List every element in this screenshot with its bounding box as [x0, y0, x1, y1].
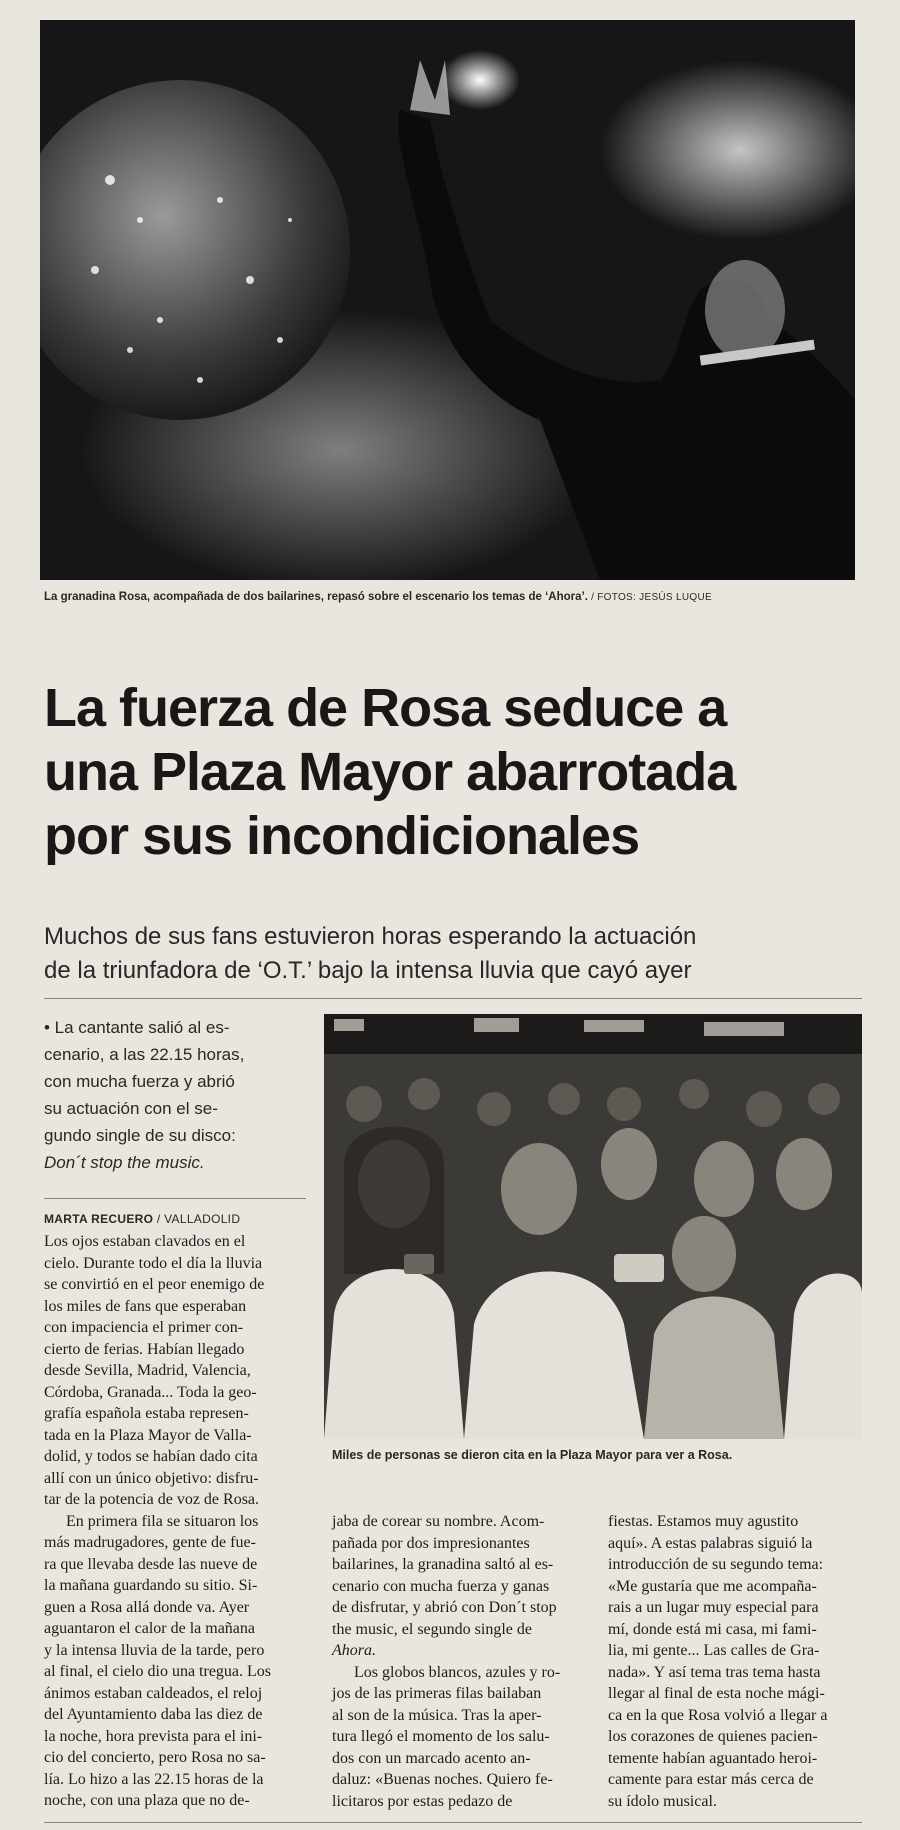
subheadline-line: de la triunfadora de ‘O.T.’ bajo la intensa lluvia que cayó ayer	[44, 957, 692, 984]
text-line: la mañana guardando su sitio. Si-	[44, 1577, 258, 1594]
text-line: Los ojos estaban clavados en el	[44, 1233, 246, 1250]
text-line: licitaros por estas pedazo de	[332, 1792, 513, 1810]
text-line: tada en la Plaza Mayor de Valla-	[44, 1426, 252, 1444]
text-line: grafía española estaba represen-	[44, 1405, 249, 1422]
lead-line: su actuación con el se-	[44, 1099, 218, 1118]
headline	[44, 676, 864, 868]
article-column-3	[608, 1511, 866, 1812]
text-line: bailarines, la granadina saltó al es-	[332, 1556, 554, 1573]
crowd-photo-caption	[332, 1448, 732, 1462]
text-line: ca en la que Rosa volvió a llegar a	[608, 1706, 828, 1724]
byline	[44, 1212, 240, 1226]
text-line: Ahora.	[332, 1642, 376, 1659]
text-line: guen a Rosa allá donde va. Ayer	[44, 1598, 250, 1616]
text-line: lia, mi gente... Las calles de Gra-	[608, 1642, 820, 1659]
text-line: cio del concierto, pero Rosa no sa-	[44, 1749, 266, 1766]
crowd-photo-caption-text: Miles de personas se dieron cita en la Plaza Mayor para ver a Rosa.	[332, 1448, 733, 1462]
text-line: del Ayuntamiento daba las diez de	[44, 1706, 263, 1723]
text-line: ánimos estaban caldeados, el reloj	[44, 1684, 263, 1702]
page-bottom-rule	[44, 1822, 862, 1823]
text-line: pañada por dos impresionantes	[332, 1534, 530, 1552]
concert-photo	[40, 20, 855, 580]
text-line: tura llegó el momento de los salu-	[332, 1728, 550, 1745]
text-line: se convirtió en el peor enemigo de	[44, 1276, 265, 1293]
photo-caption	[44, 591, 712, 603]
text-line: lía. Lo hizo a las 22.15 horas de la	[44, 1770, 264, 1788]
photo-caption-text: La granadina Rosa, acompañada de dos bailarines, repasó sobre el escenario los temas de ‘Ahora’.	[44, 591, 588, 603]
text-line: jaba de corear su nombre. Acom-	[332, 1513, 545, 1530]
text-line: con impaciencia el primer con-	[44, 1319, 244, 1336]
article-column-2	[332, 1511, 594, 1812]
crowd-photo	[324, 1014, 862, 1439]
crowd-photo-illustration	[324, 1014, 862, 1439]
lead-line: con mucha fuerza y abrió	[44, 1072, 235, 1091]
text-line: al final, el cielo dio una tregua. Los	[44, 1663, 272, 1680]
concert-photo-illustration	[40, 20, 855, 580]
headline-line: una Plaza Mayor abarrotada	[44, 742, 736, 802]
lead-line: cenario, a las 22.15 horas,	[44, 1045, 245, 1064]
lead-summary	[44, 1014, 314, 1176]
text-line: rais a un lugar muy especial para	[608, 1599, 819, 1616]
section-divider	[44, 998, 862, 999]
text-line: aguantaron el calor de la mañana	[44, 1620, 255, 1637]
headline-line: La fuerza de Rosa seduce a	[44, 678, 727, 738]
text-line: noche, con una plaza que no de-	[44, 1792, 250, 1809]
text-line: «Me gustaría que me acompaña-	[608, 1577, 817, 1595]
text-line: camente para estar más cerca de	[608, 1771, 814, 1788]
text-line: y la intensa lluvia de la tarde, pero	[44, 1641, 265, 1659]
text-line: los corazones de quienes pacien-	[608, 1728, 818, 1745]
text-line: tar de la potencia de voz de Rosa.	[44, 1491, 260, 1508]
text-line: En primera fila se situaron los	[66, 1512, 259, 1530]
text-line: Córdoba, Granada... Toda la geo-	[44, 1383, 257, 1401]
text-line: introducción de su segundo tema:	[608, 1556, 824, 1573]
text-line: temente habían aguantado heroi-	[608, 1749, 818, 1767]
text-line: nada». Y así tema tras tema hasta	[608, 1663, 821, 1681]
text-line: cenario con mucha fuerza y ganas	[332, 1577, 550, 1595]
lead-line: Don´t stop the music.	[44, 1153, 205, 1172]
text-line: fiestas. Estamos muy agustito	[608, 1513, 799, 1530]
text-line: desde Sevilla, Madrid, Valencia,	[44, 1362, 251, 1379]
photo-credit: / FOTOS: JESÚS LUQUE	[591, 592, 712, 603]
text-line: allí con un único objetivo: disfru-	[44, 1469, 259, 1487]
text-line: jos de las primeras filas bailaban	[332, 1685, 542, 1702]
text-line: daluz: «Buenas noches. Quiero fe-	[332, 1771, 553, 1788]
text-line: ra que llevaba desde las nueve de	[44, 1555, 258, 1573]
byline-divider	[44, 1198, 306, 1199]
text-line: los miles de fans que esperaban	[44, 1297, 247, 1315]
text-line: de disfrutar, y abrió con Don´t stop	[332, 1599, 557, 1616]
text-line: más madrugadores, gente de fue-	[44, 1534, 256, 1551]
byline-author: MARTA RECUERO	[44, 1212, 154, 1226]
text-line: cielo. Durante todo el día la lluvia	[44, 1254, 263, 1272]
byline-place: / VALLADOLID	[156, 1212, 241, 1226]
text-line: aquí». A estas palabras siguió la	[608, 1534, 813, 1552]
subheadline	[44, 920, 864, 988]
text-line: dos con un marcado acento an-	[332, 1749, 531, 1767]
lead-line: • La cantante salió al es-	[44, 1018, 230, 1037]
text-line: al son de la música. Tras la aper-	[332, 1706, 542, 1724]
text-line: llegar al final de esta noche mági-	[608, 1685, 825, 1702]
text-line: la noche, hora prevista para el ini-	[44, 1727, 263, 1745]
headline-line: por sus incondicionales	[44, 806, 640, 866]
text-line: dolid, y todos se habían dado cita	[44, 1448, 258, 1465]
text-line: su ídolo musical.	[608, 1792, 717, 1810]
text-line: Los globos blancos, azules y ro-	[354, 1663, 561, 1681]
lead-line: gundo single de su disco:	[44, 1126, 236, 1145]
text-line: cierto de ferias. Habían llegado	[44, 1340, 245, 1358]
subheadline-line: Muchos de sus fans estuvieron horas esperando la actuación	[44, 923, 697, 950]
text-line: mí, donde está mi casa, mi fami-	[608, 1620, 817, 1638]
text-line: the music, el segundo single de	[332, 1620, 532, 1638]
article-column-1	[44, 1231, 306, 1812]
